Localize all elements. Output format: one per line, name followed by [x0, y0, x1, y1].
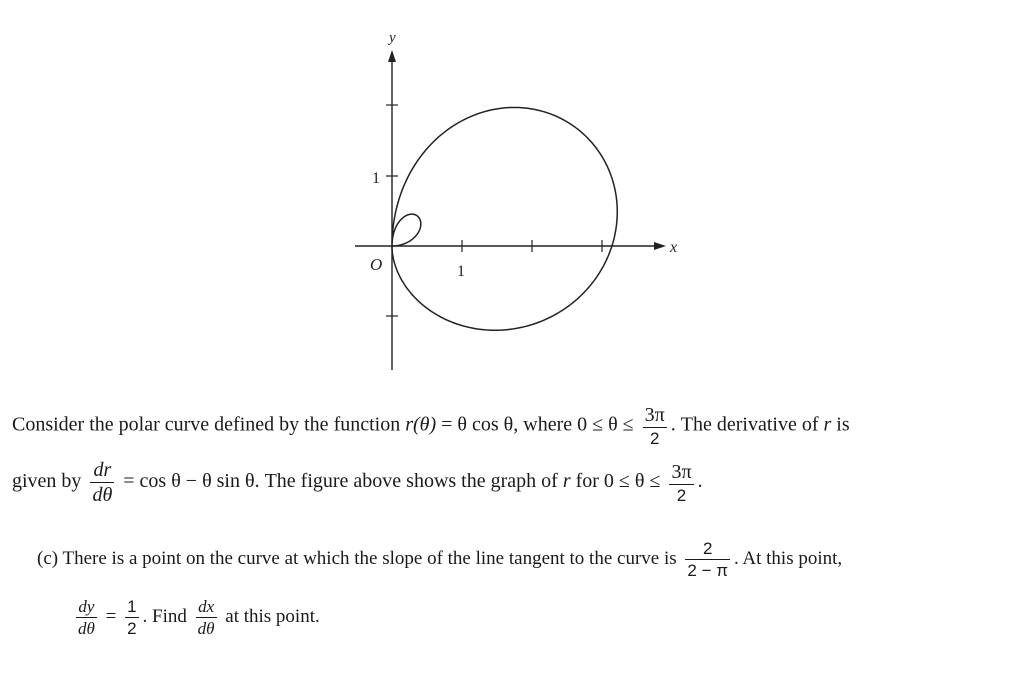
frac-denominator: 2 [127, 619, 137, 638]
line1-text-a: Consider the polar curve defined by the function [12, 413, 406, 436]
fraction-one-half [125, 598, 138, 637]
origin-label: O [370, 255, 383, 274]
find-text: . Find [142, 605, 192, 627]
frac-denominator: 2 − π [687, 561, 728, 580]
frac-denominator: dθ [78, 619, 95, 638]
x-axis-label: x [670, 239, 678, 256]
fraction-2-over-2-minus-pi [685, 540, 730, 579]
x-axis-arrow [654, 242, 666, 250]
frac-numerator: dr [90, 460, 114, 483]
r-variable: r [562, 470, 571, 493]
line2-text-c: for 0 ≤ θ ≤ [570, 470, 666, 493]
part-c-text-a: (c) There is a point on the curve at which the slope of the line tangent to the curve is [37, 547, 682, 569]
y-axis-label: y [389, 30, 396, 46]
fraction-3pi-over-2 [669, 462, 693, 504]
frac-numerator: dx [196, 598, 217, 618]
problem-line-1 [12, 405, 850, 447]
fraction-3pi-over-2 [643, 405, 667, 447]
frac-numerator: 3π [644, 404, 665, 426]
frac-numerator: 1 [127, 597, 137, 616]
x-tick-label: 1 [457, 263, 465, 280]
frac-denominator: 2 [676, 485, 687, 505]
part-c-text-b: . At this point, [733, 547, 843, 569]
y-axis-arrow [388, 50, 396, 62]
fraction-dr-dtheta [90, 460, 114, 505]
line1-text-c: is [831, 413, 850, 436]
fraction-dx-dtheta [196, 598, 217, 637]
frac-denominator: 2 [649, 429, 660, 448]
r-theta: r(θ) [405, 413, 437, 436]
line1-equation: = θ cos θ, where 0 ≤ θ ≤ [436, 413, 639, 436]
r-variable: r [823, 413, 832, 436]
frac-denominator: dθ [92, 484, 113, 506]
line2-period: . [697, 470, 703, 493]
line2-text-a: given by [12, 470, 87, 493]
y-tick-label: 1 [372, 170, 380, 187]
frac-numerator: 3π [671, 460, 692, 483]
part-c-line-1 [37, 540, 842, 579]
problem-line-2 [12, 460, 703, 505]
frac-numerator: dy [76, 598, 97, 618]
frac-denominator: dθ [197, 619, 215, 638]
line1-text-b: . The derivative of [670, 413, 824, 436]
fraction-dy-dtheta [76, 598, 97, 637]
equals-sign: = [100, 605, 122, 627]
part-c-end-text: at this point. [220, 605, 320, 627]
line2-derivative: = cos θ − θ sin θ. The figure above shows the graph of [118, 470, 563, 493]
part-c-line-2 [72, 598, 320, 637]
frac-numerator: 2 [685, 540, 730, 560]
polar-curve [392, 107, 617, 330]
